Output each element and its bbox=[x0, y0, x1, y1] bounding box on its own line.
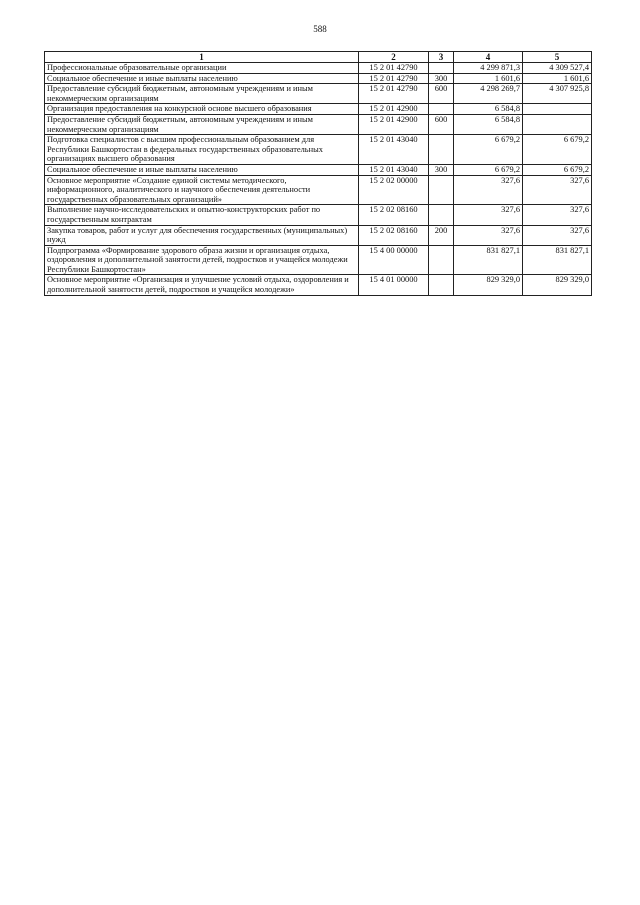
budget-table bbox=[44, 51, 592, 296]
page-number: 588 bbox=[313, 24, 327, 34]
table-row bbox=[45, 135, 592, 165]
table-header-row bbox=[45, 52, 592, 63]
row-code-cell: 15 2 01 42790 bbox=[359, 63, 429, 74]
row-amount-col4-cell: 1 601,6 bbox=[454, 73, 523, 84]
row-expense-type-cell bbox=[429, 135, 454, 165]
row-name-cell: Предоставление субсидий бюджетным, автономным учреждениям и иным некоммерческим организациям bbox=[45, 114, 359, 134]
table-row bbox=[45, 84, 592, 104]
row-amount-col5-cell: 327,6 bbox=[523, 205, 592, 225]
header-col-5: 5 bbox=[523, 52, 592, 63]
row-amount-col5-cell: 327,6 bbox=[523, 225, 592, 245]
row-amount-col4-cell: 4 299 871,3 bbox=[454, 63, 523, 74]
table-row bbox=[45, 63, 592, 74]
row-expense-type-cell: 600 bbox=[429, 84, 454, 104]
row-amount-col4-cell: 829 329,0 bbox=[454, 275, 523, 295]
row-code-cell: 15 2 01 43040 bbox=[359, 135, 429, 165]
row-expense-type-cell bbox=[429, 205, 454, 225]
row-amount-col5-cell: 831 827,1 bbox=[523, 245, 592, 275]
row-expense-type-cell: 200 bbox=[429, 225, 454, 245]
row-name-cell: Социальное обеспечение и иные выплаты населению bbox=[45, 164, 359, 175]
table-row bbox=[45, 275, 592, 295]
row-code-cell: 15 2 02 08160 bbox=[359, 205, 429, 225]
table-row bbox=[45, 245, 592, 275]
table-row bbox=[45, 104, 592, 115]
row-name-cell: Социальное обеспечение и иные выплаты населению bbox=[45, 73, 359, 84]
row-code-cell: 15 2 01 42790 bbox=[359, 73, 429, 84]
row-expense-type-cell bbox=[429, 245, 454, 275]
row-amount-col5-cell: 6 679,2 bbox=[523, 135, 592, 165]
row-name-cell: Организация предоставления на конкурсной основе высшего образования bbox=[45, 104, 359, 115]
row-amount-col4-cell: 6 679,2 bbox=[454, 135, 523, 165]
table-row bbox=[45, 225, 592, 245]
row-name-cell: Подпрограмма «Формирование здорового образа жизни и организация отдыха, оздоровления и дополнительной занятости детей, подростков и учащейся молодежи Республики Башкортостан» bbox=[45, 245, 359, 275]
table-row bbox=[45, 205, 592, 225]
table-row bbox=[45, 164, 592, 175]
row-amount-col5-cell bbox=[523, 114, 592, 134]
row-expense-type-cell: 600 bbox=[429, 114, 454, 134]
row-expense-type-cell bbox=[429, 104, 454, 115]
row-expense-type-cell bbox=[429, 175, 454, 205]
row-amount-col5-cell bbox=[523, 104, 592, 115]
table-row bbox=[45, 114, 592, 134]
header-col-4: 4 bbox=[454, 52, 523, 63]
header-col-1: 1 bbox=[45, 52, 359, 63]
row-expense-type-cell bbox=[429, 63, 454, 74]
row-name-cell: Предоставление субсидий бюджетным, автономным учреждениям и иным некоммерческим организациям bbox=[45, 84, 359, 104]
row-amount-col5-cell: 829 329,0 bbox=[523, 275, 592, 295]
row-expense-type-cell bbox=[429, 275, 454, 295]
row-amount-col5-cell: 327,6 bbox=[523, 175, 592, 205]
table-row bbox=[45, 175, 592, 205]
row-amount-col4-cell: 327,6 bbox=[454, 225, 523, 245]
row-amount-col4-cell: 831 827,1 bbox=[454, 245, 523, 275]
header-col-3: 3 bbox=[429, 52, 454, 63]
row-code-cell: 15 2 02 00000 bbox=[359, 175, 429, 205]
row-name-cell: Подготовка специалистов с высшим профессиональным образованием для Республики Башкортостан в федеральных государственных образовательных организациях высшего образования bbox=[45, 135, 359, 165]
row-code-cell: 15 2 02 08160 bbox=[359, 225, 429, 245]
row-name-cell: Основное мероприятие «Организация и улучшение условий отдыха, оздоровления и дополнительной занятости детей, подростков и учащейся молодежи» bbox=[45, 275, 359, 295]
row-amount-col4-cell: 4 298 269,7 bbox=[454, 84, 523, 104]
row-code-cell: 15 2 01 42900 bbox=[359, 104, 429, 115]
budget-table-body bbox=[45, 52, 592, 296]
row-amount-col4-cell: 6 584,8 bbox=[454, 104, 523, 115]
row-expense-type-cell: 300 bbox=[429, 164, 454, 175]
table-row bbox=[45, 73, 592, 84]
row-amount-col5-cell: 4 309 527,4 bbox=[523, 63, 592, 74]
row-amount-col4-cell: 327,6 bbox=[454, 205, 523, 225]
row-name-cell: Выполнение научно-исследовательских и опытно-конструкторских работ по государственным контрактам bbox=[45, 205, 359, 225]
row-amount-col4-cell: 6 679,2 bbox=[454, 164, 523, 175]
row-amount-col4-cell: 6 584,8 bbox=[454, 114, 523, 134]
row-code-cell: 15 2 01 42900 bbox=[359, 114, 429, 134]
row-code-cell: 15 2 01 42790 bbox=[359, 84, 429, 104]
row-name-cell: Профессиональные образовательные организации bbox=[45, 63, 359, 74]
row-amount-col5-cell: 6 679,2 bbox=[523, 164, 592, 175]
row-name-cell: Закупка товаров, работ и услуг для обеспечения государственных (муниципальных) нужд bbox=[45, 225, 359, 245]
row-code-cell: 15 4 00 00000 bbox=[359, 245, 429, 275]
row-amount-col5-cell: 4 307 925,8 bbox=[523, 84, 592, 104]
row-amount-col4-cell: 327,6 bbox=[454, 175, 523, 205]
row-name-cell: Основное мероприятие «Создание единой системы методического, информационного, аналитического и научного обеспечения деятельности государственных образовательных организаций» bbox=[45, 175, 359, 205]
row-code-cell: 15 2 01 43040 bbox=[359, 164, 429, 175]
row-expense-type-cell: 300 bbox=[429, 73, 454, 84]
header-col-2: 2 bbox=[359, 52, 429, 63]
row-amount-col5-cell: 1 601,6 bbox=[523, 73, 592, 84]
row-code-cell: 15 4 01 00000 bbox=[359, 275, 429, 295]
